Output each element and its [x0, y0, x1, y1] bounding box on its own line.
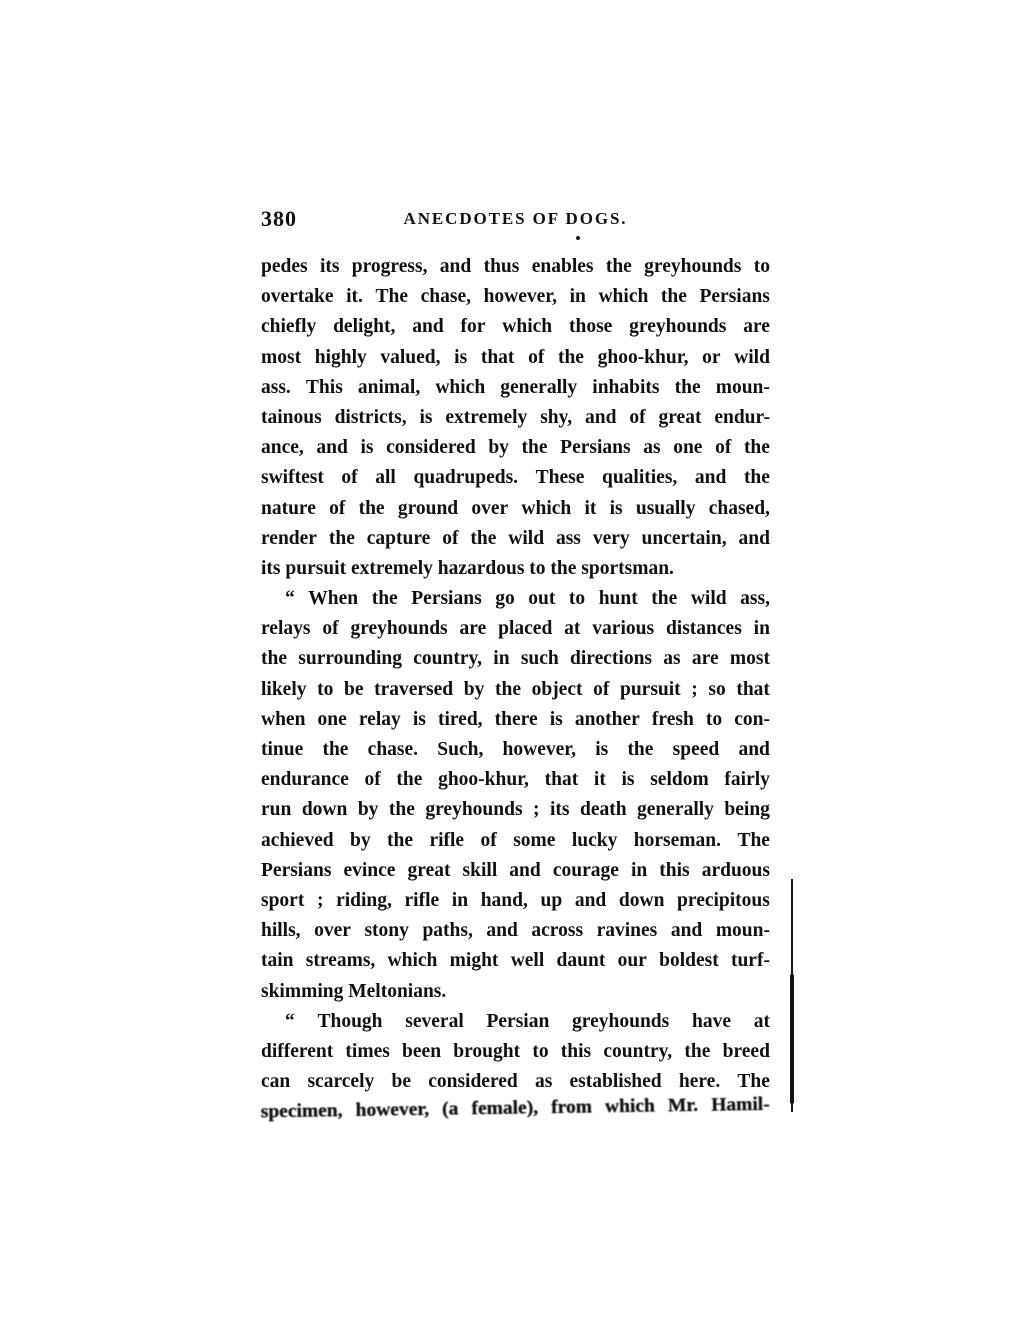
running-header-title: ANECDOTES OF DOGS. — [403, 209, 628, 228]
running-header — [261, 206, 770, 232]
text-line: ance, and is considered by the Persians as one of the — [261, 437, 770, 459]
text-line: endurance of the ghoo-khur, that it is seldom fairly — [261, 769, 770, 791]
text-line: nature of the ground over which it is usually chased, — [261, 497, 770, 519]
text-line: run down by the greyhounds ; its death generally being — [261, 799, 770, 821]
text-line: overtake it. The chase, however, in which the Persians — [261, 286, 770, 308]
text-line: can scarcely be considered as established here. The — [261, 1071, 770, 1093]
paragraph — [261, 1007, 770, 1128]
text-line: tain streams, which might well daunt our boldest turf- — [261, 950, 770, 972]
text-line: “ When the Persians go out to hunt the wild ass, — [285, 588, 770, 610]
text-line: tinue the chase. Such, however, is the speed and — [261, 739, 770, 760]
text-line: relays of greyhounds are placed at various distances in — [261, 618, 770, 640]
text-line: tainous districts, is extremely shy, and of great endur- — [261, 406, 770, 428]
text-line: different times been brought to this country, the breed — [261, 1040, 770, 1062]
text-line: when one relay is tired, there is another fresh to con- — [261, 708, 770, 730]
paragraph — [261, 252, 770, 584]
text-line: ass. This animal, which generally inhabits the moun- — [261, 376, 770, 398]
ink-dot-artifact — [576, 236, 580, 240]
paragraph — [261, 584, 770, 1007]
text-line: specimen, however, (a female), from which Mr. Hamil- — [260, 1094, 770, 1123]
text-line: achieved by the rifle of some lucky horseman. The — [261, 829, 770, 851]
text-line: likely to be traversed by the object of pursuit ; so that — [261, 678, 770, 700]
text-line: its pursuit extremely hazardous to the sportsman. — [261, 557, 674, 579]
text-line: skimming Meltonians. — [261, 980, 447, 1002]
page-number: 380 — [261, 206, 297, 231]
text-line: the surrounding country, in such directions as are most — [261, 648, 770, 670]
text-line: render the capture of the wild ass very uncertain, and — [261, 527, 770, 549]
text-line: “ Though several Persian greyhounds have at — [285, 1010, 770, 1032]
margin-pen-line-thick-segment — [790, 974, 794, 1104]
text-line: most highly valued, is that of the ghoo-khur, or wild — [261, 346, 770, 368]
text-line: chiefly delight, and for which those greyhounds are — [261, 316, 770, 338]
text-line: swiftest of all quadrupeds. These qualities, and the — [261, 467, 770, 489]
margin-pen-line — [791, 879, 793, 1112]
text-line: sport ; riding, rifle in hand, up and down precipitous — [261, 889, 770, 911]
page-body — [261, 252, 770, 1127]
text-line: pedes its progress, and thus enables the greyhounds to — [261, 256, 770, 277]
text-line: hills, over stony paths, and across ravines and moun- — [261, 920, 770, 942]
text-line: Persians evince great skill and courage in this arduous — [261, 859, 770, 881]
